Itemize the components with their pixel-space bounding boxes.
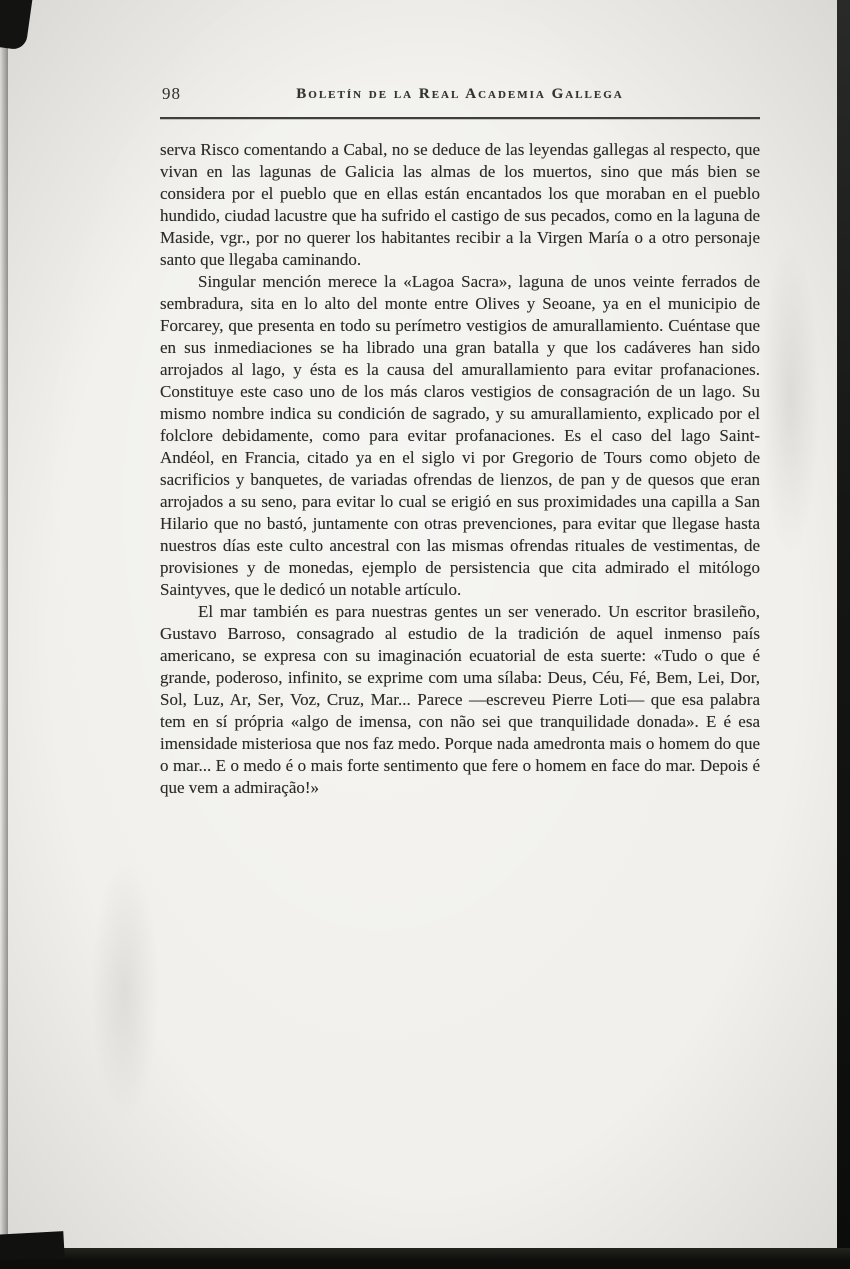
- page-number: 98: [162, 84, 181, 103]
- scan-smudge: [760, 240, 820, 560]
- header-rule: [160, 117, 760, 119]
- scan-smudge: [90, 860, 160, 1120]
- journal-title: Boletín de la Real Academia Gallega: [296, 86, 624, 102]
- body-text: [160, 139, 760, 799]
- paragraph: El mar también es para nuestras gentes un ser venerado. Un escritor brasileño, Gustavo Barroso, consagrado al estudio de la tradición de aquel inmenso país americano, se expresa con su imaginación ecuatorial de esta suerte: «Tudo o que é grande, poderoso, infinito, se exprime com uma sílaba: Deus, Céu, Fé, Bem, Lei, Dor, Sol, Luz, Ar, Ser, Voz, Cruz, Mar... Parece —escreveu Pierre Loti— que esa palabra tem en sí própria «algo de imensa, con não sei que tranquilidade donada». E é esa imensidade misteriosa que nos faz medo. Porque nada amedronta mais o homem do que o mar... E o medo é o mais forte sentimento que fere o homem en face do mar. Depois é que vem a admiração!»: [160, 602, 760, 797]
- scan-artifact-bottom-edge: [0, 1248, 850, 1269]
- scan-artifact-right-edge: [837, 0, 850, 1269]
- scan-artifact-right-feather: [0, 0, 8, 1269]
- scan-artifact-bottom-left: [0, 1231, 65, 1261]
- paragraph: serva Risco comentando a Cabal, no se deduce de las leyendas gallegas al respecto, que vivan en las lagunas de Galicia las almas de los muertos, sino que más bien se considera por el pueblo que en ellas están encantados los que moraban en el pueblo hundido, ciudad lacustre que ha sufrido el castigo de sus pecados, como en la laguna de Maside, vgr., por no querer los habitantes recibir a la Virgen María o a otro personaje santo que llegaba caminando.: [160, 140, 760, 269]
- paragraph: Singular mención merece la «Lagoa Sacra», laguna de unos veinte ferrados de sembradura, sita en lo alto del monte entre Olives y Seoane, ya en el municipio de Forcarey, que presenta en todo su perímetro vestigios de amurallamiento. Cuéntase que en sus inmediaciones se ha librado una gran batalla y que los cadáveres han sido arrojados al lago, y ésta es la causa del amurallamiento para evitar profanaciones. Constituye este caso uno de los más claros vestigios de consagración de un lago. Su mismo nombre indica su condición de sagrado, y su amurallamiento, explicado por el folclore debidamente, como para evitar profanaciones. Es el caso del lago Saint-Andéol, en Francia, citado ya en el siglo vi por Gregorio de Tours como objeto de sacrificios y banquetes, de variadas ofrendas de lienzos, de pan y de quesos que eran arrojados a su seno, para evitar lo cual se erigió en sus proximidades una capilla a San Hilario que no bastó, juntamente con otras prevenciones, para evitar que llegase hasta nuestros días este culto ancestral con las mismas ofrendas rituales de vestimentas, de provisiones y de monedas, ejemplo de persistencia que cita admirado el mitólogo Saintyves, que le dedicó un notable artículo.: [160, 272, 760, 599]
- scan-artifact-top-left: [0, 0, 34, 51]
- page-header: [160, 84, 760, 110]
- page-content: [160, 84, 760, 799]
